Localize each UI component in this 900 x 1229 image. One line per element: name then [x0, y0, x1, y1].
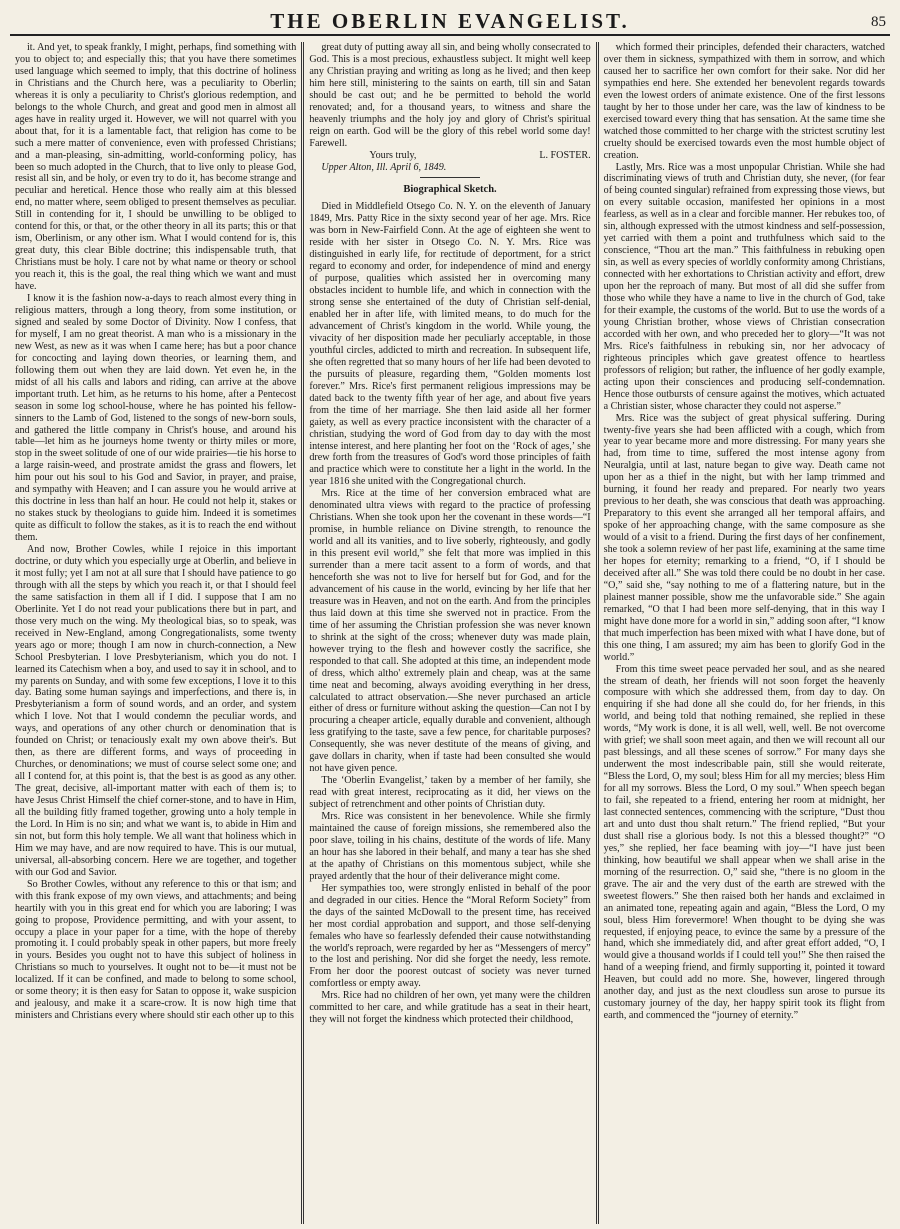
- paragraph: Lastly, Mrs. Rice was a most unpopular Christian. While she had discriminating views of truth and Christian duty, she never, (for fear of being counted singular) refrained from expressing those views, but on every suitable occasion, manifested her opinions in a most fearless, as well as in a clear and forcible manner. Her rebukes too, of sin, although expressed with the utmost kindness and self-possession, yet carried with them a point and truthfulness which said to the conscience, “Thou art the man.” This faithfulness in rebuking open sin, as well as every species of worldly conformity among Christians, connected with her exhortations to Christian activity and effort, drew upon her the reproach of many. But most of all did she suffer from those who while they have a name to live in the church of God, take for their example, the customs of the world. But to use the words of a young Christian brother, whose views of Christian consecration accorded with her own, and who preceded her to glory—“It was not Mrs. Rice's faithfulness in rebuking sin, nor her advocacy of righteous principles which gave greatest offence to heartless professors of religion; but rather, the influence of her godly example, acting upon their consciences and producing self-condemnation. Hence those outbursts of censure against the motives, which actuated a Christian sister, whose character they could not asperse.”: [603, 161, 885, 412]
- paragraph: Mrs. Rice was the subject of great physical suffering. During twenty-five years she had been afflicted with a cough, which from year to year became more and more distressing. For many years she had, from time to time, suffered the most intense agony from Neuralgia, until at last, nature began to give way. Death came not upon her as a thief in the night, but with her lamp trimmed and burning, it found her ready and prepared. For nearly two years previous to her death, she was conscious that death was approaching. Preparatory to this event she arranged all her temporal affairs, and spoke of her approaching change, with the same composure as she would of a visit to a friend. During the first days of her confinement, she took a solemn review of her past life, examining at the same time her hopes for eternity; remarking to a friend, “O, if I should be deceived after all.” She was told there could be no doubt in her case. “O,” said she, “say nothing to me of a flattering nature, but in the plainest manner possible, show me the unfavorable side.” She again remarked, “O that I had been more self-denying, that in this way I might have done more for a world in sin,” adding soon after, “I know that much imperfection has been mixed with what I have done, but of this one thing, I am assured; my aim has been to glorify God in the world.”: [603, 412, 885, 663]
- signature-name: L. FOSTER.: [539, 149, 591, 161]
- signature-closing: Yours truly,: [369, 149, 417, 161]
- signature-place-date: Upper Alton, Ill. April 6, 1849.: [321, 161, 447, 173]
- paragraph: great duty of putting away all sin, and being wholly consecrated to God. This is a most precious, exhaustless subject. It might well keep any Christian praying and writing as long as he lived; and then keep him here still, ministering to the saints on earth, till sin and Satan should be cast out; and he be permitted to behold the world renovated; and, for a thousand years, to witness and share the heavenly triumphs and the holy joy and glory of Christ's spiritual reign on earth. God will be the glory of this rebel world some day! Farewell.: [309, 42, 591, 149]
- paragraph: I know it is the fashion now-a-days to reach almost every thing in religious matters, through a long theory, from some institution, or signed and sealed by some Doctor of Divinity. Now I confess, that for myself, I am no great theorist. A man who is a missionary in the new West, as new as it was when I came here; has but a poor chance for concocting and laying down theories, or learning them, and following them out when they are laid down. Yet even he, in the midst of all his calls and labors and riding, can arrive at the above important truth. Let him, as he returns to his home, after a Pentecost season in some log school-house, where he has pointed his fellow-sinners to the Lamb of God, listened to the songs of new-born souls, and gathered the little company in Christ's house, and around his table—let him as he journeys home twenty or thirty miles or more, stop in the sweet solitude of one of our wide prairies—tie his horse to a large raisin-weed, and prostrate amidst the grass and flowers, let him pour out his soul to his God and Savior, in prayer, and praise, and sympathy with Heaven; and I can assure you he would arrive at this doctrine in less than half an hour. He could not help it, stakes or no stakes stuck by theologians to guide him. Indeed it is sometimes quite as difficult to follow the stakes, as it is to reach the end without them.: [15, 293, 297, 544]
- paragraph: Mrs. Rice was consistent in her benevolence. While she firmly maintained the cause of foreign missions, she remembered also the poor slave, toiling in his chains, destitute of the words of life. Many an hour has she labored in their behalf, and many a tear has she shed at the apathy of Christians on this momentous subject, while she prayed ardently that the hour of their deliverance might come.: [309, 811, 591, 882]
- paragraph: Mrs. Rice had no children of her own, yet many were the children committed to her care, and while gratitude has a seat in their heart, they will not forget the kindness which protected their childhood,: [309, 990, 591, 1026]
- letter-signature: [309, 150, 590, 162]
- publication-title: THE OBERLIN EVANGELIST.: [270, 9, 630, 33]
- paragraph: So Brother Cowles, without any reference to this or that ism; and with this frank expose of my own views, and attachments; and being heartily with you in this great end for which you are laboring; I was going to propose, Providence permitting, and with your assent, to occupy a place in your paper for a time, with the hope of thereby promoting it. I could probably speak in other papers, but more freely in yours. Besides you ought not to have this subject of holiness in Christians so much to yourselves. It ought not to be—it must not be localized. If it can be confined, and made to belong to some school, or some theory; it is then easy for Satan to oppose it, wake suspicion and jealousy, and make it a scare-crow. It is now high time that ministers and Christians every where should stir each other up to this: [15, 878, 297, 1022]
- paragraph: Died in Middlefield Otsego Co. N. Y. on the eleventh of January 1849, Mrs. Patty Rice in the sixty second year of her age. Mrs. Rice was born in New-Fairfield Conn. At the age of eighteen she went to reside with her sister in Otsego Co. N. Y. Mrs. Rice was distinguished in early life, for rectitude of deportment, for a strict regard to economy and order, for independence of mind and energy of purpose, qualities which assisted her in overcoming many obstacles incident to humble life, and which in connection with the strong sense she entertained of the duty of Christian self-denial, enabled her in after life, with limited means, to do much for the advancement of Christ's kingdom in the world. While young, the vivacity of her disposition made her peculiarly acceptable, in those youthful circles, addicted to mirth and recreation. In subsequent life, she often regretted that so many hours of her life had been devoted to the pursuits of pleasure, regarding them, “Golden moments lost forever.” Mrs. Rice's first permanent religious impressions may be dated back to the twenty fifth year of her age, and about five years from the time of her marriage. She then laid aside all her former gaiety, as well as every practice inconsistent with the character of a christian, studying the word of God from day to day with the most intense interest, and here planting her foot on the ‘Rock of ages,’ she drew forth from the treasures of God's word those principles of faith and practice which were to constitute her a light in the world. In the year 1816 she united with the Congregational church.: [309, 201, 591, 488]
- column-3: [599, 42, 890, 1224]
- page-number: 85: [871, 14, 886, 30]
- section-heading: Biographical Sketch.: [403, 184, 497, 196]
- text-columns: [10, 42, 890, 1224]
- masthead: [10, 6, 890, 36]
- paragraph: The ‘Oberlin Evangelist,’ taken by a member of her family, she read with great interest, reciprocating as it did, her views on the subject of retrenchment and other points of Christian duty.: [309, 775, 591, 811]
- paragraph: Her sympathies too, were strongly enlisted in behalf of the poor and degraded in our cities. Hence the “Moral Reform Society” from the days of the sainted McDowall to the present time, has received her most cordial approbation and support, and those self-denying females who have so fearlessly defended their cause notwithstanding the world's reproach, were regarded by her as “Messengers of mercy” to the lost and perishing. Nor did she forget the needy, less remote. From her door the poorest outcast of society was never turned comfortless or empty away.: [309, 882, 591, 990]
- paragraph: it. And yet, to speak frankly, I might, perhaps, find something with you to object to; and especially this; that you have there sometimes used language which seemed to imply, that this doctrine of holiness in Christians and the Church here, was a peculiarity to Oberlin; whereas it is only a peculiarity to Christ's glorious redemption, and belongs to the whole Church, and great and good men in almost all ages have in reality urged it. However, we will not quarrel with you about that, for it is a lamentable fact, that religion has come to be such a mere matter of convenience, even with professed Christians; and a man-pleasing, sin-admitting, world-conforming policy, has been so much adopted in the Church, that to live only to please God, resist all sin, and be holy, or even try to do it, has become strange and peculiar and heretical. Hence those who really aim at this blessed end, no matter where, seem obliged to present themselves as peculiar. Still in contending for it, I should be unwilling to be obliged to contend for this, or that, or the other theory in all its parts; this or that ism, Oberlinism, or any other ism. What I would contend for is, this great duty, this clear Bible doctrine; this indispensable truth, that Christians must be holy. I care not by what name or theory or school you reach it, this is the goal, the real thing which we want and must have.: [15, 42, 297, 293]
- paragraph: And now, Brother Cowles, while I rejoice in this important doctrine, or duty which you especially urge at Oberlin, and believe in it most fully; yet I am not at all sure that I should have patience to go through with all the steps by which you reach it, or that I should feel the same satisfaction in them all if I did. I suppose that I am no Oberlinite. Yet I do not read your publications there but in part, and those very much on the wing. My theological bias, so to speak, was received in New-England, among Congregationalists, some twenty years ago or more; though I am now in church-connection, a New School Presbyterian. I love Presbyterianism, which you do not. I learned its Catechism when a boy, and used to say it in school, and to my parents on Sunday, and with some few exceptions, I love it to this day. Bating some human sayings and imperfections, and there is, in Presbyterianism a form of sound words, and an order, and system which I love. Not that I would condemn the peculiar words, and ways, and operations of any other church or denomination that is founded on Christ; or tenaciously exalt my own above their's. But then, as there are different forms, and ways of proceeding in Churches, or denominations; we must of course select some one; and all I contend for, at this point is, that the best is as good as any other. The great, decisive, all-important matter with each of them is; to have Jesus Christ Himself the chief corner-stone, and to have in Him, all the building fitly framed together, growing unto a holy temple in the Lord. In Him is no sin; and what we want is, to abide in Him and sin not, but form this holy temple. We all want that holiness which in Him we may have, and are now required to have. This is our mutual, universal, all-absorbing concern. Here we are together, and together with our God and Savior.: [15, 544, 297, 878]
- column-1: [10, 42, 301, 1224]
- column-2: [304, 42, 595, 1224]
- section-rule: [420, 177, 480, 178]
- paragraph: which formed their principles, defended their characters, watched over them in sickness, sympathized with them in sorrow, and which caused her to sacrifice her own comfort for their sake. Nor did her sympathies end here. She extended her benevolent regards towards even the lowest orders of animate existence. One of the first lessons taught by her to those under her care, was the law of kindness to be exercised toward every thing that has sensation. At the same time she watched those committed to her charge with the strictest scrutiny lest cruelty should be exercised towards even the most humble object of creation.: [603, 42, 885, 161]
- paragraph: From this time sweet peace pervaded her soul, and as she neared the stream of death, her friends will not soon forget the heavenly composure with which she addressed them, from day to day. On enquiring if she had done all she could do, for her friends, in this world, and being told that nothing remained, she replied in these words, “My work is done, it is all well, well, well. Be not overcome with grief; we shall soon meet again, and then we will recount all our past blessings, and all these scenes of sorrow.” For many days she underwent the most indescribable pain, still she would reiterate, “Bless the Lord, O, my soul; bless Him for all my mercies; bless Him for all my sorrows. Bless the Lord, O my soul.” When speech began to fail, she repeated to a friend, entering her room at midnight, her last connected sentences, commencing with the scripture, “Dust thou art and unto dust thou shalt return.” The friend replied, “But your dust shall rise a glorious body. Is not this a blessed thought?” “O yes,” she replied, her face beaming with joy—“I have just been thinking, how beautiful we shall appear when we shall arise in the morning of the resurrection. O,” said she, “there is no gloom in the grave. The air and the very dust of the earth are strewed with the sweetest flowers.” She then raised both her hands and exclaimed in an animated tone, repeating again and again, “Bless the Lord, O my soul, bless Him forevermore! When thought to be dying she was requested, if enjoying peace, to evince the same by a pressure of the hand, which she immediately did, and after great effort added, “O, I would give a thousand worlds if I could tell you!” She then raised the hand of a weeping friend, and firmly supporting it, pointed it toward Heaven, but could add no more. She, however, lingered through another day, and just as the next cloudless sun arose to pursue its customary journey of the day, her happy spirit took its flight from earth, and commenced the “journey of eternity.”: [603, 663, 885, 1022]
- paragraph: Mrs. Rice at the time of her conversion embraced what are denominated ultra views with regard to the practice of professing Christians. When she took upon her the covenant in these words—“I promise, in humble reliance on Divine strength, to renounce the world and all its vanities, and to live soberly, righteously, and godly in this present evil world,” she felt that more was implied in this surrender than a mere tacit assent to a form of words, and that henceforth she was not to live for herself but for God, and for the advancement of his cause in the world, evincing by her life that her treasure was in Heaven, and not on the earth. And from the principles thus laid down at this time she swerved not in practice. From the time of her assuming the Christian profession she was never known to shrink at the sight of the cross; whenever duty was made plain, however trying to the flesh and however costly the sacrifice, she responded to that call. She adopted at this time, an independent mode of dress, which altho' extremely plain and cheap, was at the same time neat and becoming, always avoiding everything in her dress, calculated to attract observation.—She never purchased an article either of dress or furniture without asking the question—Can not I by procuring a cheaper article, equally durable and convenient, although less gratifying to the taste, save a few pence, for charitable purposes? Consequently, she was never destitute of the means of giving, and gave dollars in charity, when if taste had been consulted she would not have given pence.: [309, 488, 591, 775]
